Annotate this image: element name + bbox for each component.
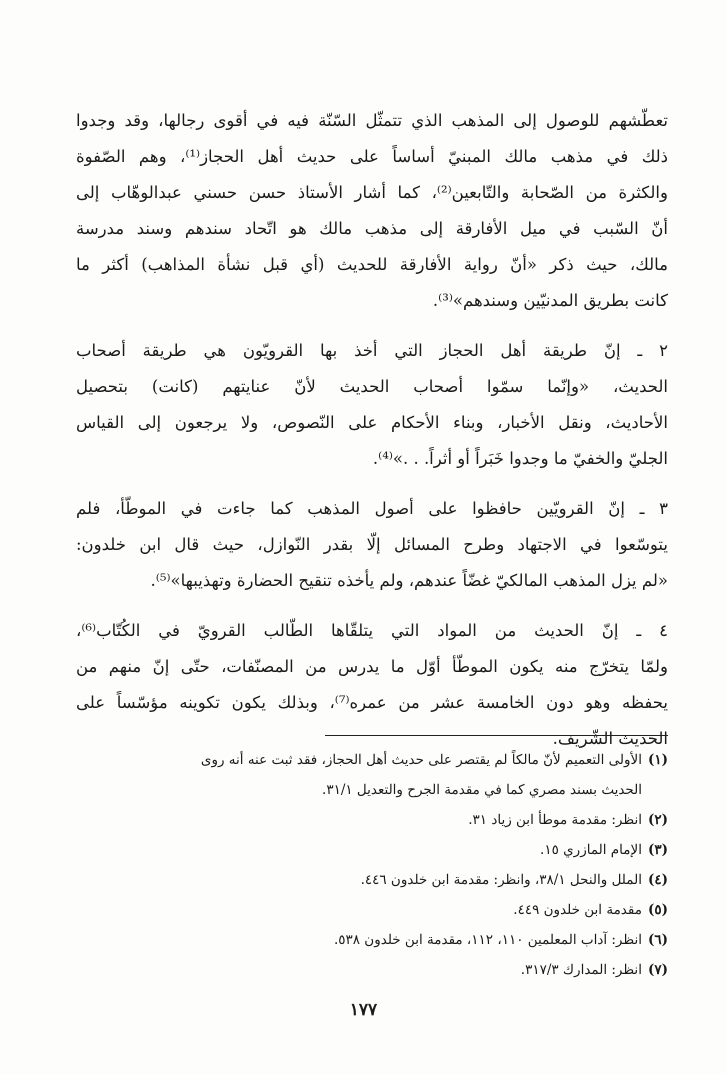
footnote-5 [76, 895, 668, 925]
footnote-number: (٤) [647, 872, 668, 888]
main-text [76, 103, 668, 771]
text-line: ٤ ـ إنّ الحديث من المواد التي يتلقّاها الطّالب القرويّ في الكُتّاب⁽⁶⁾، [76, 621, 668, 640]
footnote-1-continued [76, 775, 668, 805]
footnote-text: الإمام المازري ١٥. [540, 842, 642, 858]
paragraph-2 [76, 333, 668, 477]
footnote-number: (٢) [647, 812, 668, 828]
footnote-text: انظر: آداب المعلمين ١١٠، ١١٢، مقدمة ابن خلدون ٥٣٨. [333, 932, 642, 948]
footnote-6 [76, 925, 668, 955]
text-line: ذلك في مذهب مالك المبنيّ أساساً على حديث أهل الحجاز⁽¹⁾، وهم الصّفوة [76, 147, 668, 166]
footnote-text: الأولى التعميم لأنّ مالكاً لم يقتصر على حديث أهل الحجاز، فقد ثبت عنه أنه روى [200, 752, 642, 768]
footnotes [76, 745, 668, 985]
text-line: الحديث الشّريف. [552, 729, 668, 748]
footnote-number: (٦) [647, 932, 668, 948]
footnote-text: الحديث بسند مصري كما في مقدمة الجرح والتعديل ٣١/١. [322, 782, 642, 798]
footnote-1 [76, 745, 668, 775]
footnote-divider [325, 735, 668, 736]
text-line: ٣ ـ إنّ القرويّين حافظوا على أصول المذهب كما جاءت في الموطّأ، فلم [76, 499, 668, 518]
footnote-text: انظر: المدارك ٣١٧/٣. [520, 962, 642, 978]
text-line: ٢ ـ إنّ طريقة أهل الحجاز التي أخذ بها القرويّون هي طريقة أصحاب [76, 341, 668, 360]
text-line: مالك، حيث ذكر «أنّ رواية الأفارقة للحديث (أي قبل نشأة المذاهب) أكثر ما [76, 255, 668, 274]
text-line: تعطّشهم للوصول إلى المذهب الذي تتمثّل السّنّة فيه في أقوى رجالها، وقد وجدوا [76, 111, 668, 130]
footnote-number: (٥) [647, 902, 668, 918]
page-number: ١٧٧ [349, 1000, 378, 1020]
footnote-text: الملل والنحل ٣٨/١، وانظر: مقدمة ابن خلدون ٤٤٦. [360, 872, 642, 888]
text-line: الحديث، «وإنّما سمّوا أصحاب الحديث لأنّ عنايتهم (كانت) بتحصيل [76, 377, 668, 396]
text-line: والكثرة من الصّحابة والتّابعين⁽²⁾، كما أشار الأستاذ حسن حسني عبدالوهّاب إلى [76, 183, 668, 202]
text-line: الأحاديث، ونقل الأخبار، وبناء الأحكام على النّصوص، ولا يرجعون إلى القياس [76, 413, 668, 432]
footnote-text: مقدمة ابن خلدون ٤٤٩. [513, 902, 642, 918]
footnote-number: (٣) [647, 842, 668, 858]
footnote-2 [76, 805, 668, 835]
footnote-number: (١) [647, 752, 668, 768]
text-line: كانت بطريق المدنيّين وسندهم»⁽³⁾. [432, 291, 668, 310]
text-line: ولمّا يتخرّج منه يكون الموطّأ أوّل ما يدرس من المصنّفات، حتّى إنّ منهم من [76, 657, 668, 676]
footnote-text: انظر: مقدمة موطأ ابن زياد ٣١. [468, 812, 642, 828]
footnote-number: (٧) [647, 962, 668, 978]
paragraph-1 [76, 103, 668, 319]
footnote-3 [76, 835, 668, 865]
text-line: يحفظه وهو دون الخامسة عشر من عمره⁽⁷⁾، وبذلك يكون تكوينه مؤسّساً على [76, 693, 668, 712]
text-line: الجليّ والخفيّ ما وجدوا خَبَراً أو أثراً. . .»⁽⁴⁾. [372, 449, 668, 468]
footnote-7 [76, 955, 668, 985]
footnote-4 [76, 865, 668, 895]
text-line: يتوسّعوا في الاجتهاد وطرح المسائل إلّا بقدر النّوازل، حيث قال ابن خلدون: [76, 535, 668, 554]
text-line: «لم يزل المذهب المالكيّ غضّاً عندهم، ولم يأخذه تنقيح الحضارة وتهذيبها»⁽⁵⁾. [150, 571, 668, 590]
paragraph-3 [76, 491, 668, 599]
text-line: أنّ السّبب في ميل الأفارقة إلى مذهب مالك هو اتّحاد سندهم وسند مدرسة [76, 219, 668, 238]
